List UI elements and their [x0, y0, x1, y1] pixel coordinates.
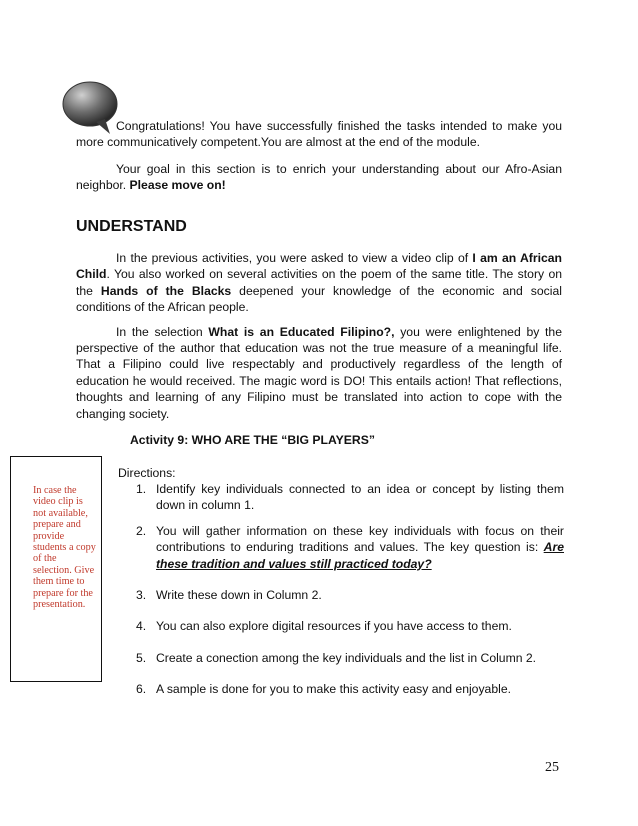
understand-paragraph-2 [76, 324, 562, 422]
p1-text-e: deepened your knowledge of the economic and social conditions of the African people. [76, 283, 562, 315]
item-number: 3. [136, 588, 147, 603]
item-text: Write these down in Column 2. [156, 588, 322, 603]
educated-filipino-title: What is an Educated Filipino?, [208, 324, 395, 339]
direction-item-1 [118, 481, 564, 514]
item-number: 4. [136, 619, 147, 634]
congratulations-text: Congratulations! You have successfully finished the tasks intended to make you more communicatively competent.You are almost at the end of the module. [76, 119, 562, 150]
teacher-side-note [10, 456, 102, 682]
p2-text-c: you were enlightened by the perspective of the author that education was not the true measure of a meaningful life. That a Filipino could live respectably and productively regardless of the length of education he would received. The magic word is DO! This entails action! That reflections, thoughts and learning of any Filipino must be translated into action to cope with the changing society. [76, 324, 562, 421]
item-text: Identify key individuals connected to an idea or concept by listing them down in column 1. [156, 482, 564, 513]
direction-item-5 [118, 650, 564, 666]
item-text: Create a conection among the key individuals and the list in Column 2. [156, 650, 537, 665]
direction-item-6 [118, 681, 564, 697]
intro-section [76, 118, 562, 194]
side-note-text: In case the video clip is not available, prepare and provide students a copy of the selection. Give them time to prepare for the presentation. [33, 485, 96, 611]
understand-heading: UNDERSTAND [76, 218, 187, 235]
goal-text: Your goal in this section is to enrich your understanding about our Afro-Asian neighbor. [76, 161, 562, 193]
item-text: You will gather information on these key individuals with focus on their contributions to enduring traditions and values. The key question is: [156, 523, 564, 555]
understand-section [76, 250, 562, 422]
p2-text-a: In the selection [116, 324, 209, 339]
directions-list [118, 481, 564, 698]
p1-text-a: In the previous activities, you were asked to view a video clip of [116, 251, 473, 265]
item-number: 6. [136, 682, 147, 697]
key-question: Are these tradition and values still practiced today? [156, 540, 564, 571]
hands-of-blacks-title: Hands of the Blacks [100, 283, 232, 298]
move-on-text: Please move on! [129, 178, 226, 193]
activity-title: Activity 9: WHO ARE THE “BIG PLAYERS” [130, 433, 375, 447]
item-number: 1. [136, 482, 147, 496]
understand-paragraph-1 [76, 250, 562, 316]
item-text: You can also explore digital resources if you have access to them. [156, 619, 512, 634]
item-number: 5. [136, 650, 147, 665]
direction-item-2 [118, 523, 564, 572]
direction-item-3 [118, 587, 564, 603]
goal-paragraph [76, 161, 562, 194]
p1-text-c: . You also worked on several activities on the poem of the same title. The story on the [76, 267, 562, 298]
direction-item-4 [118, 618, 564, 634]
item-text: A sample is done for you to make this activity easy and enjoyable. [156, 682, 511, 697]
directions-label: Directions: [118, 466, 176, 480]
item-number: 2. [136, 523, 147, 538]
african-child-title: I am an African Child [76, 251, 562, 282]
page-number: 25 [545, 760, 559, 775]
